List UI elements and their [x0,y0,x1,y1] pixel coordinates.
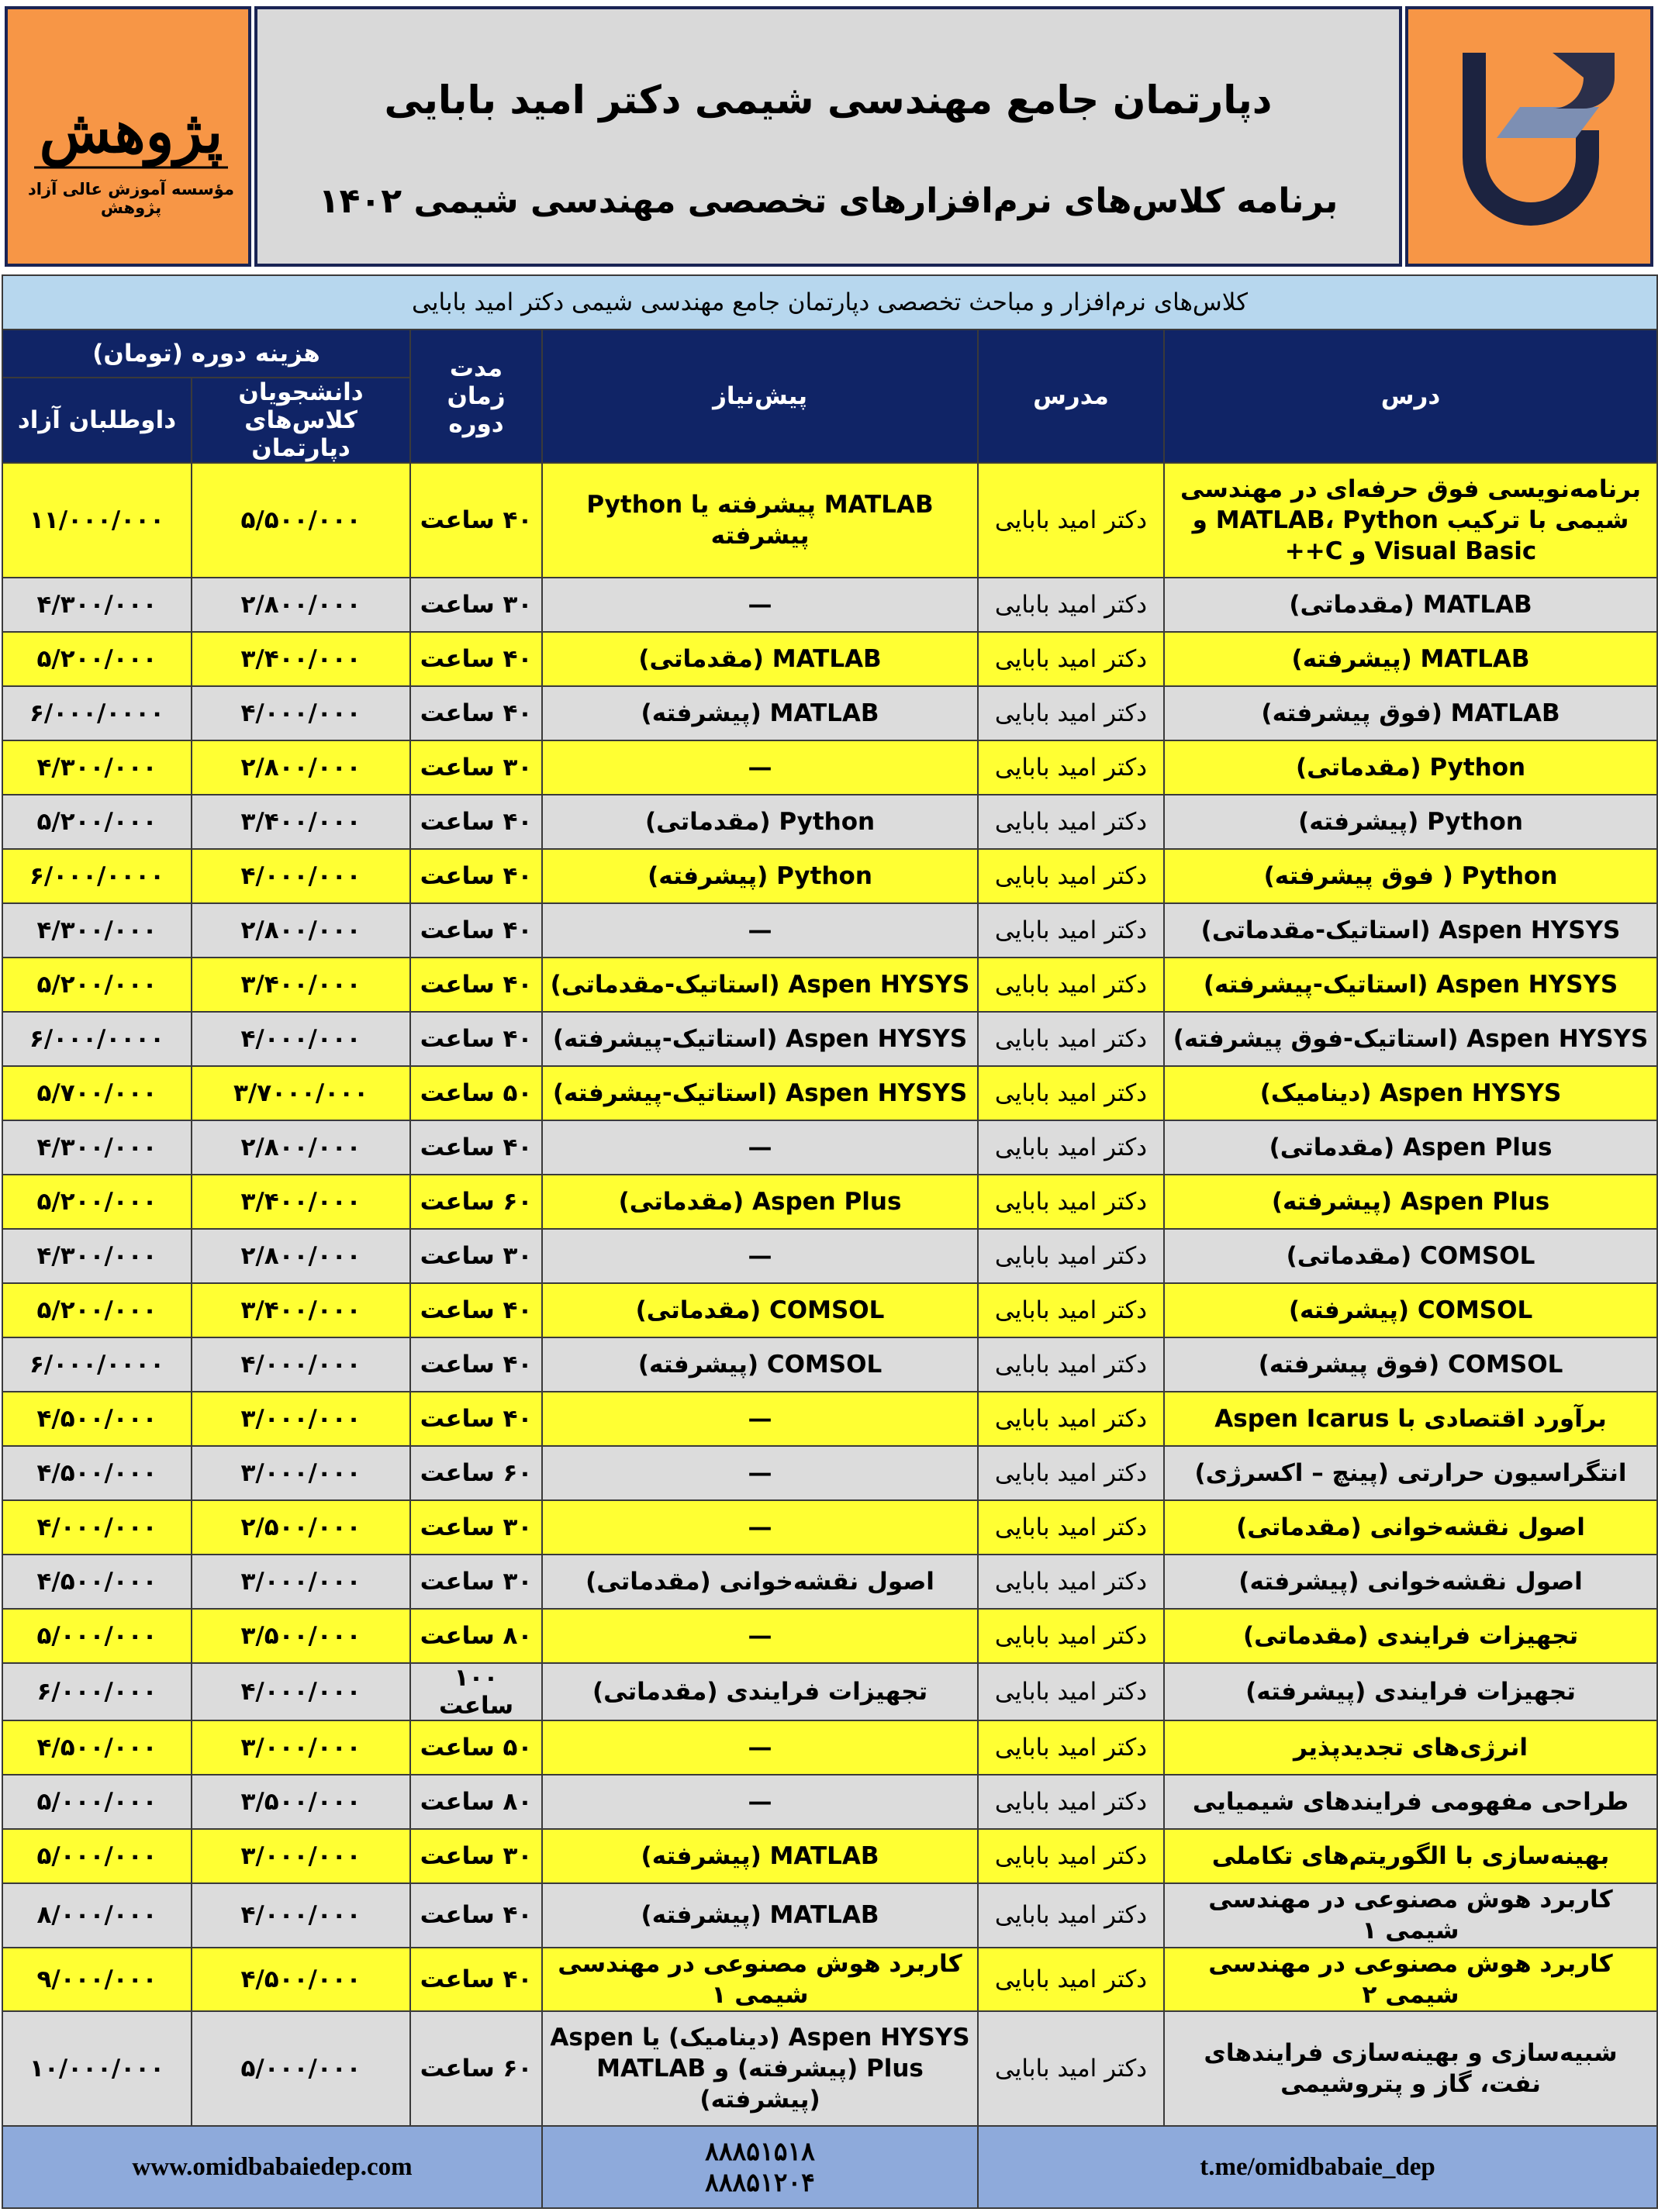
fee-students-cell: ۵/۰۰۰/۰۰۰ [192,2011,410,2126]
teacher-cell: دکتر امید بابایی [978,1948,1164,2012]
table-row [2,1283,1657,1337]
course-cell: Python (مقدماتی) [1164,740,1657,795]
course-cell: بهینه‌سازی با الگوریتم‌های تکاملی [1164,1829,1657,1883]
fee-students-cell: ۲/۸۰۰/۰۰۰ [192,903,410,958]
duration-cell: ۴۰ ساعت [410,795,542,849]
course-cell: MATLAB (پیشرفته) [1164,632,1657,686]
table-row [2,686,1657,740]
table-row [2,1775,1657,1829]
fee-free-cell: ۵/۰۰۰/۰۰۰ [2,1829,192,1883]
teacher-cell: دکتر امید بابایی [978,463,1164,578]
fee-students-cell: ۲/۸۰۰/۰۰۰ [192,740,410,795]
teacher-cell: دکتر امید بابایی [978,1392,1164,1446]
prereq-cell: MATLAB پیشرفته یا Python پیشرفته [542,463,978,578]
fee-free-cell: ۸/۰۰۰/۰۰۰ [2,1883,192,1948]
course-cell: Aspen HYSYS (استاتیک-مقدماتی) [1164,903,1657,958]
prereq-cell: Aspen HYSYS (استاتیک-پیشرفته) [542,1012,978,1066]
duration-cell: ۴۰ ساعت [410,686,542,740]
fee-free-cell: ۵/۲۰۰/۰۰۰ [2,958,192,1012]
duration-cell: ۵۰ ساعت [410,1720,542,1775]
footer-row [2,2126,1657,2208]
table-caption: کلاس‌های نرم‌افزار و مباحث تخصصی دپارتمان جامع مهندسی شیمی دکتر امید بابایی [2,275,1657,330]
course-cell: اصول نقشه‌خوانی (پیشرفته) [1164,1555,1657,1609]
header-fee-group: هزینه دوره (تومان) [2,330,410,378]
prereq-cell: — [542,903,978,958]
teacher-cell: دکتر امید بابایی [978,1609,1164,1663]
header-prereq: پیش‌نیاز [542,330,978,463]
table-row [2,578,1657,632]
fee-students-cell: ۴/۰۰۰/۰۰۰ [192,849,410,903]
duration-cell: ۱۰۰ ساعت [410,1663,542,1720]
page-subtitle: برنامه کلاس‌های نرم‌افزارهای تخصصی مهندسی شیمی ۱۴۰۲ [318,181,1338,221]
duration-cell: ۵۰ ساعت [410,1066,542,1120]
fee-free-cell: ۵/۲۰۰/۰۰۰ [2,1283,192,1337]
prereq-cell: Aspen HYSYS (استاتیک-پیشرفته) [542,1066,978,1120]
teacher-cell: دکتر امید بابایی [978,2011,1164,2126]
fee-students-cell: ۳/۰۰۰/۰۰۰ [192,1446,410,1500]
fee-students-cell: ۳/۵۰۰/۰۰۰ [192,1609,410,1663]
table-row [2,2011,1657,2126]
course-cell: COMSOL (مقدماتی) [1164,1229,1657,1283]
header-course: درس [1164,330,1657,463]
prereq-cell: — [542,1392,978,1446]
fee-free-cell: ۴/۵۰۰/۰۰۰ [2,1392,192,1446]
table-row [2,1120,1657,1175]
table-row [2,1066,1657,1120]
teacher-cell: دکتر امید بابایی [978,1229,1164,1283]
table-row [2,1720,1657,1775]
course-cell: MATLAB (مقدماتی) [1164,578,1657,632]
prereq-cell: Python (مقدماتی) [542,795,978,849]
course-cell: تجهیزات فرایندی (پیشرفته) [1164,1663,1657,1720]
fee-students-cell: ۳/۵۰۰/۰۰۰ [192,1775,410,1829]
duration-cell: ۶۰ ساعت [410,1446,542,1500]
course-cell: MATLAB (فوق پیشرفته) [1164,686,1657,740]
teacher-cell: دکتر امید بابایی [978,1175,1164,1229]
table-row [2,958,1657,1012]
course-cell: Aspen Plus (مقدماتی) [1164,1120,1657,1175]
duration-cell: ۴۰ ساعت [410,1948,542,2012]
prereq-cell: MATLAB (پیشرفته) [542,1829,978,1883]
duration-cell: ۴۰ ساعت [410,903,542,958]
course-cell: COMSOL (پیشرفته) [1164,1283,1657,1337]
pajohesh-logo-icon [23,87,239,180]
course-cell: کاربرد هوش مصنوعی در مهندسی شیمی ۲ [1164,1948,1657,2012]
table-row [2,903,1657,958]
teacher-cell: دکتر امید بابایی [978,1883,1164,1948]
fee-free-cell: ۱۰/۰۰۰/۰۰۰ [2,2011,192,2126]
prereq-cell: اصول نقشه‌خوانی (مقدماتی) [542,1555,978,1609]
teacher-cell: دکتر امید بابایی [978,578,1164,632]
teacher-cell: دکتر امید بابایی [978,958,1164,1012]
course-cell: Aspen HYSYS (استاتیک-پیشرفته) [1164,958,1657,1012]
telegram-link[interactable]: t.me/omidbabaie_dep [1200,2152,1435,2181]
fee-students-cell: ۲/۸۰۰/۰۰۰ [192,1229,410,1283]
teacher-cell: دکتر امید بابایی [978,1555,1164,1609]
title-panel [254,6,1402,267]
prereq-cell: MATLAB (مقدماتی) [542,632,978,686]
teacher-cell: دکتر امید بابایی [978,903,1164,958]
fee-students-cell: ۴/۰۰۰/۰۰۰ [192,1012,410,1066]
fee-free-cell: ۴/۳۰۰/۰۰۰ [2,578,192,632]
fee-students-cell: ۴/۰۰۰/۰۰۰ [192,686,410,740]
fee-students-cell: ۳/۴۰۰/۰۰۰ [192,795,410,849]
teacher-cell: دکتر امید بابایی [978,1446,1164,1500]
page-title: دپارتمان جامع مهندسی شیمی دکتر امید بابایی [384,78,1273,123]
course-cell: Aspen Plus (پیشرفته) [1164,1175,1657,1229]
prereq-cell: MATLAB (پیشرفته) [542,1883,978,1948]
course-cell: اصول نقشه‌خوانی (مقدماتی) [1164,1500,1657,1555]
fee-students-cell: ۳/۴۰۰/۰۰۰ [192,1175,410,1229]
teacher-cell: دکتر امید بابایی [978,795,1164,849]
fee-free-cell: ۵/۷۰۰/۰۰۰ [2,1066,192,1120]
duration-cell: ۳۰ ساعت [410,740,542,795]
course-cell: شبیه‌سازی و بهینه‌سازی فرایندهای نفت، گاز و پتروشیمی [1164,2011,1657,2126]
fee-free-cell: ۶/۰۰۰/۰۰۰۰ [2,686,192,740]
fee-free-cell: ۴/۳۰۰/۰۰۰ [2,740,192,795]
fee-free-cell: ۴/۵۰۰/۰۰۰ [2,1446,192,1500]
course-cell: طراحی مفهومی فرایندهای شیمیایی [1164,1775,1657,1829]
course-cell: انتگراسیون حرارتی (پینچ – اکسرژی) [1164,1446,1657,1500]
table-row [2,1229,1657,1283]
table-row [2,740,1657,795]
header-fee-free: داوطلبان آزاد [2,378,192,463]
course-table [2,274,1658,2209]
fee-students-cell: ۳/۴۰۰/۰۰۰ [192,632,410,686]
table-row [2,1175,1657,1229]
header-fee-students: دانشجویان کلاس‌های دپارتمان [192,378,410,463]
teacher-cell: دکتر امید بابایی [978,740,1164,795]
table-body [2,463,1657,2126]
fee-free-cell: ۴/۵۰۰/۰۰۰ [2,1720,192,1775]
course-table-container [2,274,1656,2209]
fee-free-cell: ۶/۰۰۰/۰۰۰۰ [2,1012,192,1066]
header-teacher: مدرس [978,330,1164,463]
course-cell: Python (پیشرفته) [1164,795,1657,849]
duration-cell: ۴۰ ساعت [410,632,542,686]
duration-cell: ۸۰ ساعت [410,1609,542,1663]
fee-free-cell: ۶/۰۰۰/۰۰۰۰ [2,849,192,903]
fee-students-cell: ۲/۵۰۰/۰۰۰ [192,1500,410,1555]
duration-cell: ۳۰ ساعت [410,1829,542,1883]
fee-free-cell: ۴/۰۰۰/۰۰۰ [2,1500,192,1555]
teacher-cell: دکتر امید بابایی [978,1500,1164,1555]
teacher-cell: دکتر امید بابایی [978,1283,1164,1337]
header [0,0,1658,273]
course-cell: کاربرد هوش مصنوعی در مهندسی شیمی ۱ [1164,1883,1657,1948]
course-cell: انرژی‌های تجدیدپذیر [1164,1720,1657,1775]
course-cell: COMSOL (فوق پیشرفته) [1164,1337,1657,1392]
teacher-cell: دکتر امید بابایی [978,1829,1164,1883]
duration-cell: ۴۰ ساعت [410,1337,542,1392]
teacher-cell: دکتر امید بابایی [978,1012,1164,1066]
table-row [2,1829,1657,1883]
duration-cell: ۴۰ ساعت [410,1392,542,1446]
fee-free-cell: ۵/۰۰۰/۰۰۰ [2,1609,192,1663]
fee-free-cell: ۴/۳۰۰/۰۰۰ [2,903,192,958]
course-cell: برنامه‌نویسی فوق حرفه‌ای در مهندسی شیمی با ترکیب MATLAB، Python و Visual Basic و C++ [1164,463,1657,578]
fee-free-cell: ۴/۵۰۰/۰۰۰ [2,1555,192,1609]
prereq-cell: — [542,578,978,632]
fee-students-cell: ۲/۸۰۰/۰۰۰ [192,578,410,632]
prereq-cell: کاربرد هوش مصنوعی در مهندسی شیمی ۱ [542,1948,978,2012]
fee-students-cell: ۳/۰۰۰/۰۰۰ [192,1720,410,1775]
phone-number-1: ۸۸۸۵۱۵۱۸ [705,2138,815,2167]
duration-cell: ۳۰ ساعت [410,1500,542,1555]
table-row [2,1883,1657,1948]
prereq-cell: COMSOL (مقدماتی) [542,1283,978,1337]
fee-free-cell: ۹/۰۰۰/۰۰۰ [2,1948,192,2012]
table-row [2,1337,1657,1392]
prereq-cell: — [542,1229,978,1283]
teacher-cell: دکتر امید بابایی [978,1120,1164,1175]
fee-students-cell: ۴/۰۰۰/۰۰۰ [192,1337,410,1392]
teacher-cell: دکتر امید بابایی [978,1775,1164,1829]
duration-cell: ۴۰ ساعت [410,463,542,578]
fee-students-cell: ۵/۵۰۰/۰۰۰ [192,463,410,578]
left-logo-caption: مؤسسه آموزش عالی آزاد پژوهش [28,180,234,217]
fee-students-cell: ۴/۵۰۰/۰۰۰ [192,1948,410,2012]
prereq-cell: — [542,1720,978,1775]
phone-number-2: ۸۸۸۵۱۲۰۴ [705,2169,815,2198]
course-cell: تجهیزات فرایندی (مقدماتی) [1164,1609,1657,1663]
fee-students-cell: ۴/۰۰۰/۰۰۰ [192,1883,410,1948]
table-row [2,1609,1657,1663]
table-row [2,1500,1657,1555]
course-cell: برآورد اقتصادی با Aspen Icarus [1164,1392,1657,1446]
prereq-cell: MATLAB (پیشرفته) [542,686,978,740]
fee-students-cell: ۳/۷۰۰۰/۰۰۰ [192,1066,410,1120]
left-logo-text: پژوهش [39,97,223,166]
duration-cell: ۴۰ ساعت [410,1283,542,1337]
teacher-cell: دکتر امید بابایی [978,686,1164,740]
prereq-cell: — [542,1775,978,1829]
fee-students-cell: ۳/۰۰۰/۰۰۰ [192,1829,410,1883]
duration-cell: ۳۰ ساعت [410,578,542,632]
footer-phone-cell [542,2126,978,2208]
duration-cell: ۴۰ ساعت [410,849,542,903]
omid-babaie-logo-icon [1424,22,1641,254]
footer-website-cell [2,2126,542,2208]
right-logo-panel [1405,6,1653,267]
prereq-cell: — [542,1446,978,1500]
fee-free-cell: ۱۱/۰۰۰/۰۰۰ [2,463,192,578]
prereq-cell: Python (پیشرفته) [542,849,978,903]
table-row [2,1446,1657,1500]
course-cell: Python ( فوق پیشرفته) [1164,849,1657,903]
table-row [2,1555,1657,1609]
fee-free-cell: ۴/۳۰۰/۰۰۰ [2,1120,192,1175]
fee-free-cell: ۵/۰۰۰/۰۰۰ [2,1775,192,1829]
duration-cell: ۸۰ ساعت [410,1775,542,1829]
header-duration: مدت زمان دوره [410,330,542,463]
teacher-cell: دکتر امید بابایی [978,1720,1164,1775]
teacher-cell: دکتر امید بابایی [978,1663,1164,1720]
fee-free-cell: ۵/۲۰۰/۰۰۰ [2,795,192,849]
duration-cell: ۳۰ ساعت [410,1555,542,1609]
teacher-cell: دکتر امید بابایی [978,1337,1164,1392]
table-row [2,632,1657,686]
prereq-cell: Aspen HYSYS (دینامیک) یا Aspen Plus (پیشرفته) و MATLAB (پیشرفته) [542,2011,978,2126]
fee-free-cell: ۶/۰۰۰/۰۰۰۰ [2,1337,192,1392]
duration-cell: ۳۰ ساعت [410,1229,542,1283]
duration-cell: ۴۰ ساعت [410,1883,542,1948]
fee-students-cell: ۳/۰۰۰/۰۰۰ [192,1555,410,1609]
prereq-cell: — [542,1609,978,1663]
fee-students-cell: ۳/۰۰۰/۰۰۰ [192,1392,410,1446]
fee-free-cell: ۴/۳۰۰/۰۰۰ [2,1229,192,1283]
prereq-cell: — [542,740,978,795]
duration-cell: ۴۰ ساعت [410,1012,542,1066]
duration-cell: ۶۰ ساعت [410,1175,542,1229]
prereq-cell: — [542,1500,978,1555]
duration-cell: ۴۰ ساعت [410,958,542,1012]
prereq-cell: Aspen Plus (مقدماتی) [542,1175,978,1229]
website-link[interactable]: www.omidbabaiedep.com [132,2152,413,2181]
course-cell: Aspen HYSYS (دینامیک) [1164,1066,1657,1120]
table-row [2,1392,1657,1446]
prereq-cell: تجهیزات فرایندی (مقدماتی) [542,1663,978,1720]
table-row [2,1012,1657,1066]
fee-students-cell: ۳/۴۰۰/۰۰۰ [192,958,410,1012]
left-logo-panel [5,6,251,267]
duration-cell: ۶۰ ساعت [410,2011,542,2126]
table-row [2,463,1657,578]
table-row [2,795,1657,849]
fee-free-cell: ۵/۲۰۰/۰۰۰ [2,1175,192,1229]
fee-students-cell: ۳/۴۰۰/۰۰۰ [192,1283,410,1337]
fee-students-cell: ۲/۸۰۰/۰۰۰ [192,1120,410,1175]
teacher-cell: دکتر امید بابایی [978,1066,1164,1120]
fee-free-cell: ۵/۲۰۰/۰۰۰ [2,632,192,686]
prereq-cell: — [542,1120,978,1175]
footer-telegram-cell [978,2126,1657,2208]
teacher-cell: دکتر امید بابایی [978,632,1164,686]
teacher-cell: دکتر امید بابایی [978,849,1164,903]
course-cell: Aspen HYSYS (استاتیک-فوق پیشرفته) [1164,1012,1657,1066]
prereq-cell: Aspen HYSYS (استاتیک-مقدماتی) [542,958,978,1012]
prereq-cell: COMSOL (پیشرفته) [542,1337,978,1392]
fee-free-cell: ۶/۰۰۰/۰۰۰ [2,1663,192,1720]
table-row [2,1663,1657,1720]
fee-students-cell: ۴/۰۰۰/۰۰۰ [192,1663,410,1720]
table-row [2,1948,1657,2012]
duration-cell: ۴۰ ساعت [410,1120,542,1175]
table-row [2,849,1657,903]
